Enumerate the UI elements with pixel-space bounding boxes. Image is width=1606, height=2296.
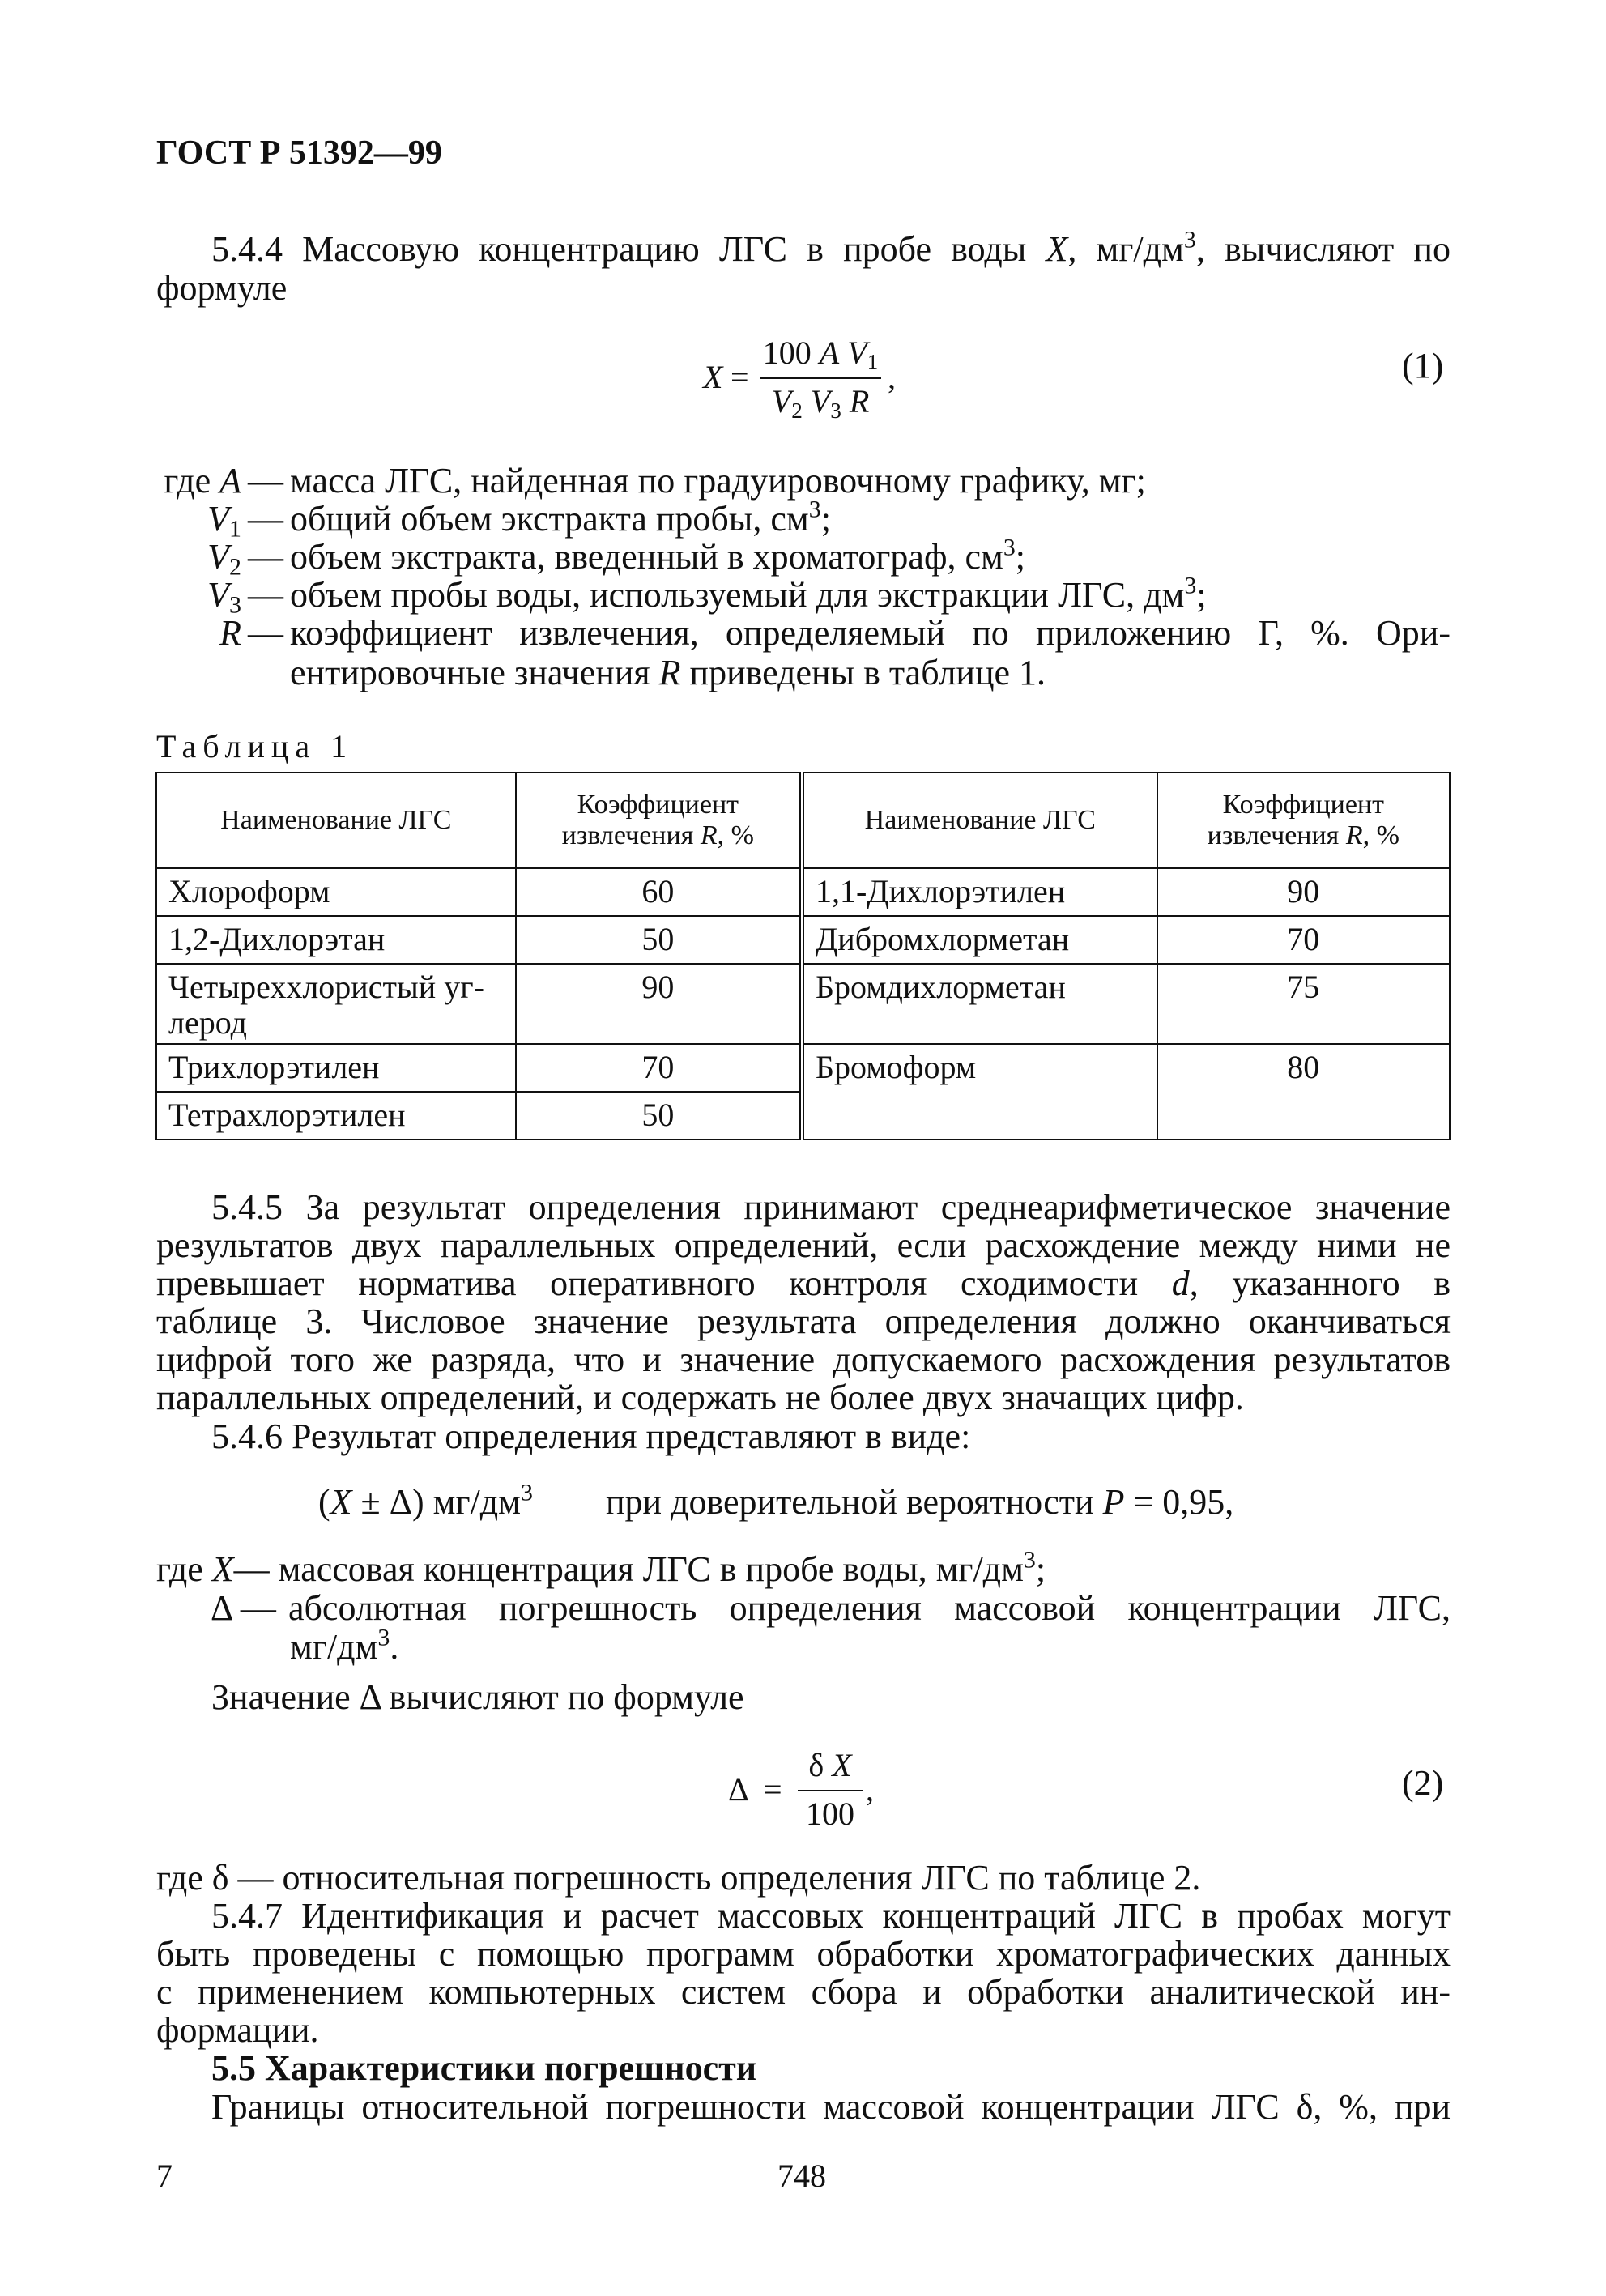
table-1-header-name-left: Наименование ЛГС — [156, 773, 516, 868]
formula-1-numerator: 100 A $V_1$ — [762, 334, 879, 374]
section-5-5-title: 5.5 Характеристики погрешности — [211, 2048, 757, 2088]
definition-r-continuation: ентировочные значения R приведены в таблице 1. — [290, 653, 1046, 692]
paragraph-5-4-4-line-2: формуле — [156, 268, 288, 308]
table-cell-name: Тетрахлорэтилен — [156, 1092, 516, 1139]
paragraph-5-5-first-line: Границы относительной погрешности массовой концентрации ЛГС δ, %, при — [211, 2087, 1451, 2127]
table-row — [156, 1044, 1450, 1092]
table-1-header-name-right: Наименование ЛГС — [802, 773, 1157, 868]
paragraph-5-4-7-line-4: формации. — [156, 2010, 319, 2050]
definition-a: где A — масса ЛГС, найденная по градуировочному графику, мг; — [164, 461, 1146, 501]
definition-delta-continuation: $мг/дм^3$. — [290, 1624, 399, 1667]
definition-v2: $V_2$ — объем экстракта, введенный в хроматограф, $см^3$; — [207, 534, 1026, 581]
table-cell-name: Хлороформ — [156, 868, 516, 916]
table-cell-value: 70 — [1157, 916, 1450, 964]
definition-small-delta: где δ — относительная погрешность определения ЛГС по таблице 2. — [156, 1858, 1201, 1898]
page-number-left: 7 — [156, 2158, 173, 2194]
paragraph-5-4-4-line-1: 5.4.4 Массовую концентрацию ЛГС в пробе воды X, $мг/дм^3$, вычисляют по — [211, 226, 1451, 269]
table-cell-value: 50 — [516, 1092, 802, 1139]
paragraph-5-4-5-line-5: цифрой того же разряда, что и значение допускаемого расхождения результатов — [156, 1340, 1451, 1379]
paragraph-5-4-5-line-6: параллельных определений, и содержать не более двух значащих цифр. — [156, 1378, 1244, 1417]
formula-2-fraction-bar — [798, 1790, 863, 1791]
paragraph-5-4-5-line-1: 5.4.5 За результат определения принимают среднеарифметическое значение — [211, 1187, 1451, 1227]
delta-intro: Значение Δ вычисляют по формуле — [211, 1677, 744, 1717]
table-cell-value: 90 — [516, 964, 802, 1044]
paragraph-5-4-7-line-1: 5.4.7 Идентификация и расчет массовых концентраций ЛГС в пробах могут — [211, 1896, 1451, 1936]
table-cell-value: 60 — [516, 868, 802, 916]
table-cell-name: Четыреххлористый уг-лерод — [156, 964, 516, 1044]
paragraph-5-4-5-line-2: результатов двух параллельных определений, если расхождение между ними не — [156, 1225, 1451, 1265]
table-cell-name: 1,2-Дихлорэтан — [156, 916, 516, 964]
table-1 — [155, 772, 1451, 1140]
formula-2-denominator: 100 — [806, 1795, 854, 1832]
paragraph-5-4-7-line-3: с применением компьютерных систем сбора и обработки аналитической ин- — [156, 1972, 1451, 2012]
page-number-center: 748 — [777, 2158, 826, 2194]
table-cell-name: 1,1-Дихлорэтилен — [802, 868, 1157, 916]
formula-2-fraction — [798, 1741, 863, 1838]
table-1-caption: Таблица 1 — [156, 728, 354, 765]
table-1-header-coef-left: Коэффициент извлечения R, % — [516, 773, 802, 868]
table-cell-name: Бромоформ — [802, 1044, 1157, 1139]
table-cell-name: Дибромхлорметан — [802, 916, 1157, 964]
table-cell-name: Бромдихлорметан — [802, 964, 1157, 1044]
result-condition: при доверительной вероятности P = 0,95, — [606, 1482, 1234, 1522]
definition-v3: $V_3$ — объем пробы воды, используемый для экстракции ЛГС, $дм^3$; — [207, 572, 1207, 619]
table-1-header-coef-right: Коэффициент извлечения R, % — [1157, 773, 1450, 868]
definition-v1: $V_1$ — общий объем экстракта пробы, $см^3$; — [207, 496, 831, 543]
table-cell-name: Трихлорэтилен — [156, 1044, 516, 1092]
paragraph-5-4-6: 5.4.6 Результат определения представляют в виде: — [211, 1416, 971, 1456]
paragraph-5-4-7-line-2: быть проведены с помощью программ обработки хроматографических данных — [156, 1934, 1451, 1974]
table-cell-value: 75 — [1157, 964, 1450, 1044]
formula-1-fraction-bar — [760, 377, 881, 379]
table-row — [156, 868, 1450, 916]
definition-x: где X— массовая концентрация ЛГС в пробе воды, $мг/дм^3$; — [156, 1546, 1046, 1589]
formula-1-number: (1) — [1402, 346, 1444, 386]
table-cell-value: 50 — [516, 916, 802, 964]
formula-2-numerator: δ X — [808, 1747, 852, 1783]
paragraph-5-4-5-line-3: превышает норматива оперативного контроля сходимости d, указанного в — [156, 1263, 1451, 1303]
definition-delta: Δ — абсолютная погрешность определения массовой концентрации ЛГС, — [211, 1588, 1451, 1628]
formula-1-fraction — [760, 330, 881, 428]
formula-1: X = 100 A $V_1$ $V_2$ $V_3$ R , — [697, 330, 923, 428]
table-row — [156, 916, 1450, 964]
table-cell-value: 80 — [1157, 1044, 1450, 1139]
table-cell-value: 90 — [1157, 868, 1450, 916]
formula-2: Δ = δ X 100 , — [725, 1741, 887, 1838]
document-header: ГОСТ Р 51392—99 — [156, 134, 442, 172]
formula-1-denominator: $V_2$ $V_3$ R — [771, 383, 870, 423]
formula-2-number: (2) — [1402, 1763, 1444, 1803]
table-1-header-row — [156, 773, 1450, 868]
definition-r: R — коэффициент извлечения, определяемый по приложению Г, %. Ори- — [219, 613, 1451, 653]
table-row — [156, 964, 1450, 1044]
paragraph-5-4-5-line-4: таблице 3. Числовое значение результата определения должно оканчиваться — [156, 1301, 1451, 1341]
table-cell-value: 70 — [516, 1044, 802, 1092]
result-expression: (X ± Δ) $мг/дм^3$ — [318, 1479, 533, 1522]
